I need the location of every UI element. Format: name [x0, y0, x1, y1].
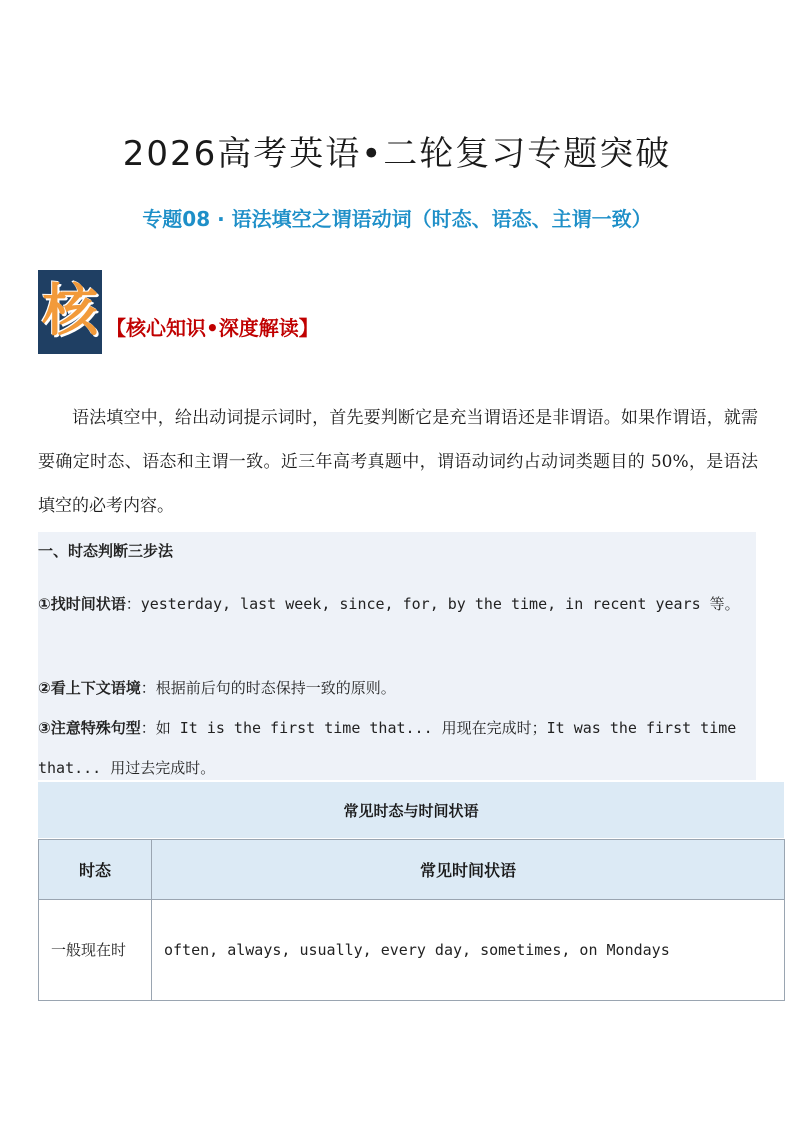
tense-table	[38, 839, 785, 1001]
core-badge	[38, 270, 102, 354]
step-text: ：根据前后句的时态保持一致的原则。	[140, 679, 396, 697]
table-header-row	[39, 840, 785, 900]
column-header-tense: 时态	[39, 840, 152, 900]
page-subtitle: 专题08 · 语法填空之谓语动词（时态、语态、主谓一致）	[142, 207, 652, 231]
step-title: 找时间状语	[50, 595, 126, 613]
table-caption: 常见时态与时间状语	[38, 782, 784, 838]
step-item	[38, 668, 748, 708]
step-title: 看上下文语境	[50, 679, 141, 697]
step-number: ①	[38, 595, 51, 613]
section-label: 【核心知识•深度解读】	[106, 316, 319, 340]
step-title: 注意特殊句型	[50, 719, 141, 737]
adverbials-cell: often, always, usually, every day, sometimes, on Mondays	[152, 900, 785, 1001]
step-text: ：yesterday, last week, since, for, by the time, in recent years 等。	[125, 595, 740, 613]
step-number: ③	[38, 719, 51, 737]
step-item	[38, 584, 748, 624]
core-badge-char: 核	[42, 279, 98, 344]
page-title: 2026高考英语•二轮复习专题突破	[122, 134, 672, 174]
column-header-adverbials: 常见时间状语	[152, 840, 785, 900]
step-item	[38, 708, 748, 788]
table-row	[39, 900, 785, 1001]
intro-paragraph: 语法填空中，给出动词提示词时，首先要判断它是充当谓语还是非谓语。如果作谓语，就需要确定时态、语态和主谓一致。近三年高考真题中，谓语动词约占动词类题目的 50%，是语法填空的必考内容。	[38, 408, 758, 516]
method-box	[38, 532, 756, 780]
step-number: ②	[38, 679, 51, 697]
method-heading: 一、时态判断三步法	[38, 542, 174, 560]
tense-cell: 一般现在时	[39, 900, 152, 1001]
step-text: ：如 It is the first time that... 用现在完成时；It was the first time that... 用过去完成时。	[38, 719, 737, 777]
